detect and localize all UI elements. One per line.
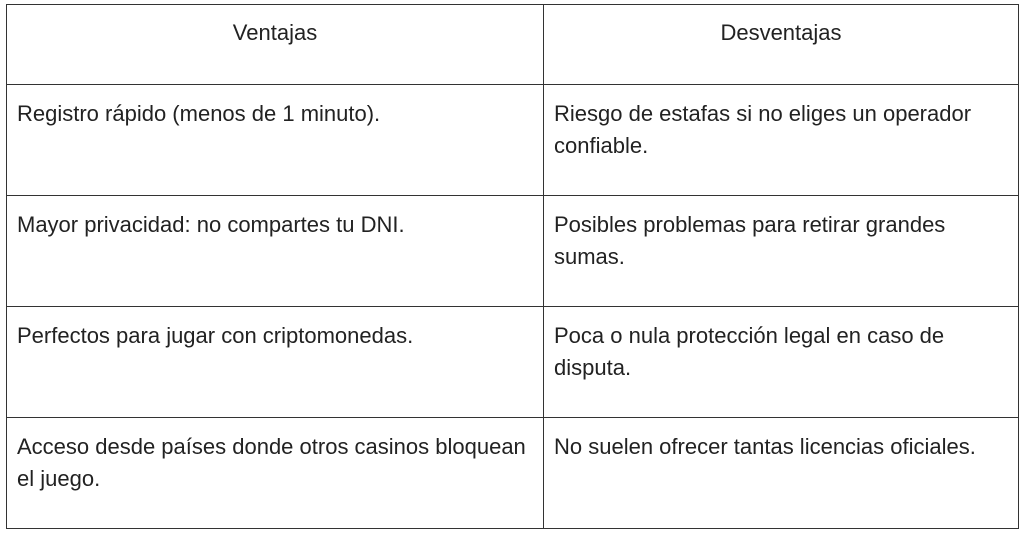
table-row <box>7 418 1019 529</box>
table-row <box>7 85 1019 196</box>
disadvantage-cell: Posibles problemas para retirar grandes sumas. <box>544 196 1019 307</box>
advantage-cell: Acceso desde países donde otros casinos bloquean el juego. <box>7 418 544 529</box>
disadvantage-cell: Riesgo de estafas si no eliges un operador confiable. <box>544 85 1019 196</box>
table-row <box>7 196 1019 307</box>
table-row <box>7 307 1019 418</box>
advantage-cell: Registro rápido (menos de 1 minuto). <box>7 85 544 196</box>
disadvantage-cell: No suelen ofrecer tantas licencias oficiales. <box>544 418 1019 529</box>
header-advantages: Ventajas <box>7 5 544 85</box>
advantage-cell: Mayor privacidad: no compartes tu DNI. <box>7 196 544 307</box>
header-row <box>7 5 1019 85</box>
advantage-cell: Perfectos para jugar con criptomonedas. <box>7 307 544 418</box>
pros-cons-table <box>6 4 1019 529</box>
disadvantage-cell: Poca o nula protección legal en caso de disputa. <box>544 307 1019 418</box>
header-disadvantages: Desventajas <box>544 5 1019 85</box>
